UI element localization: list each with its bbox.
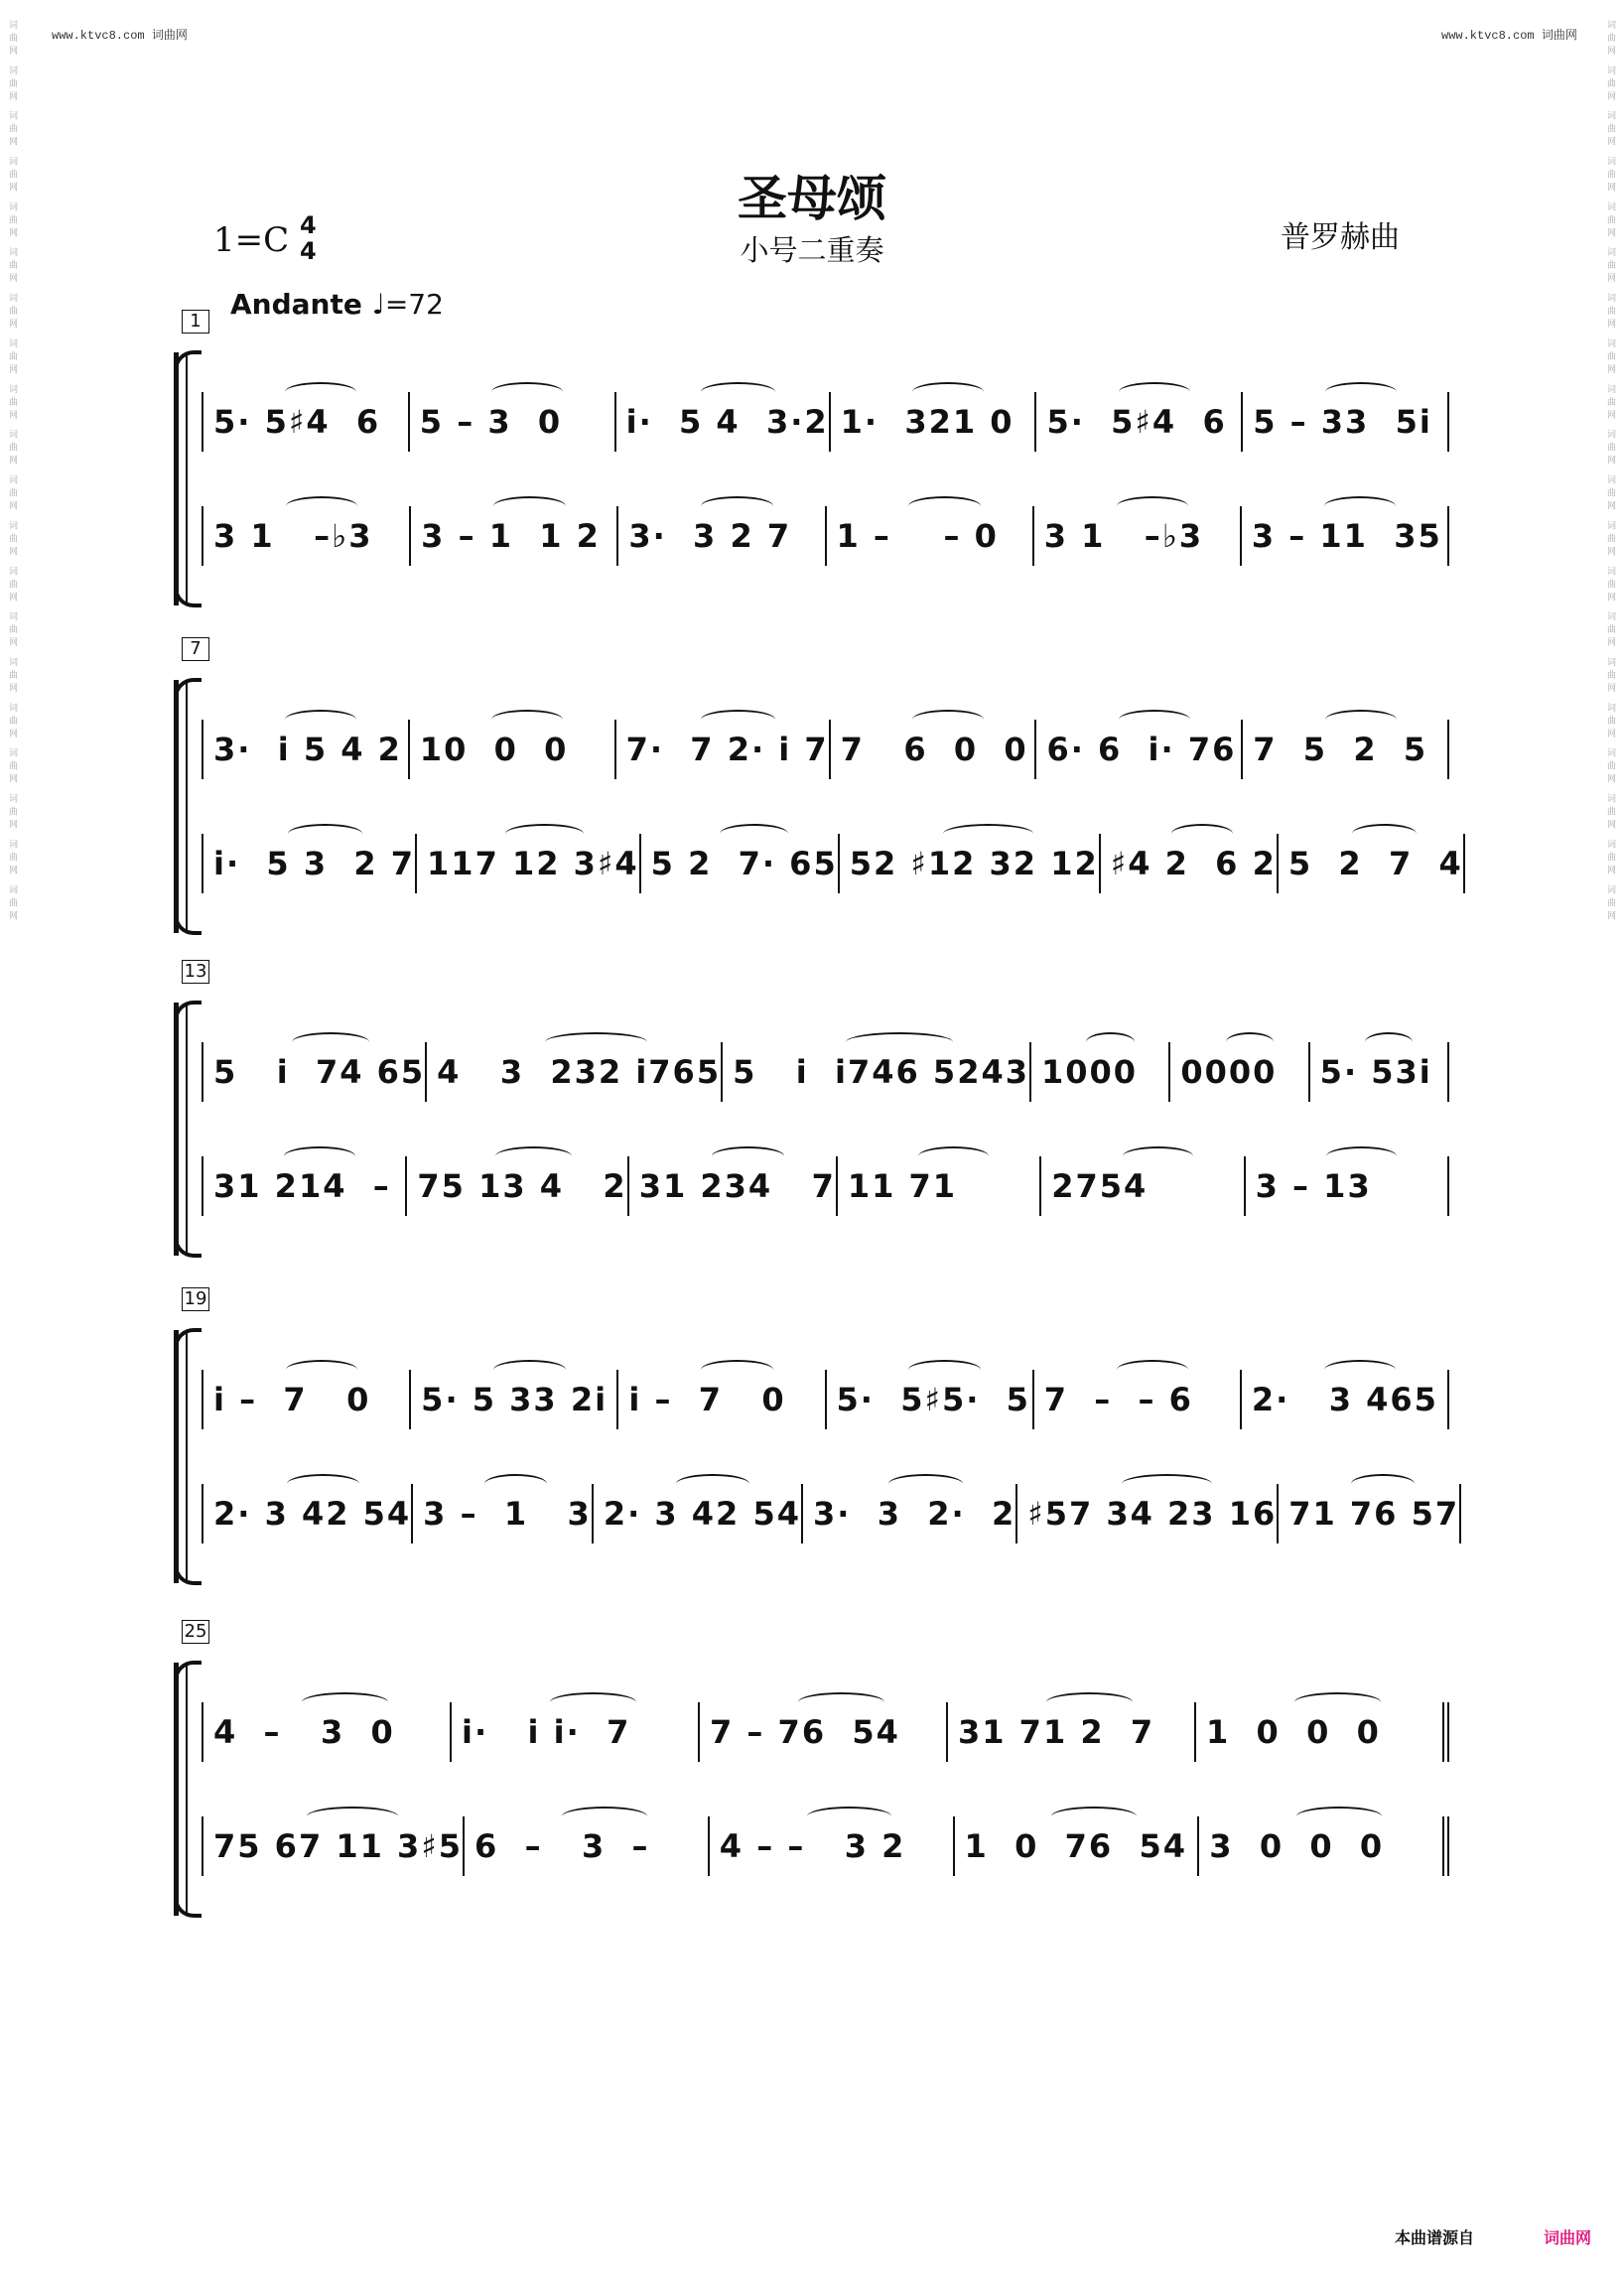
measure: 5· 5♯4 6 xyxy=(1036,392,1243,452)
slur xyxy=(287,1474,359,1494)
measure: 71 76 57 xyxy=(1279,1484,1461,1543)
score-system xyxy=(174,352,1449,605)
slur xyxy=(798,1692,884,1712)
measure: 3 – 1 1 2 xyxy=(411,506,618,566)
measure: 3 – 1 3 xyxy=(413,1484,594,1543)
trumpet-2-staff xyxy=(202,1156,1449,1216)
measure: 52 ♯12 32 12 xyxy=(840,834,1101,893)
slur xyxy=(1117,496,1189,516)
measure: 3· 3 2 7 xyxy=(618,506,826,566)
slur xyxy=(676,1474,748,1494)
slur xyxy=(908,1360,981,1380)
measure: 6 – 3 – xyxy=(465,1816,710,1876)
key-signature: 1=C xyxy=(213,220,290,260)
measure: 75 67 11 3♯5 xyxy=(202,1816,465,1876)
system-brace xyxy=(174,1330,185,1583)
measure: 0000 xyxy=(1170,1042,1309,1102)
slur xyxy=(888,1474,963,1494)
trumpet-1-staff xyxy=(202,1042,1449,1102)
slur xyxy=(1119,382,1190,402)
slur xyxy=(307,1807,397,1826)
slur xyxy=(491,382,563,402)
tempo-value: =72 xyxy=(384,288,444,321)
slur xyxy=(908,496,981,516)
slur xyxy=(1123,1146,1193,1166)
slur xyxy=(1086,1032,1134,1052)
slur xyxy=(493,1360,566,1380)
measure: 3 0 0 0 xyxy=(1199,1816,1449,1876)
measure: 31 71 2 7 xyxy=(948,1702,1196,1762)
measure: 2· 3 42 54 xyxy=(202,1484,413,1543)
slur xyxy=(285,382,356,402)
slur xyxy=(1325,710,1397,730)
system-brace xyxy=(186,680,188,933)
measure: i – 7 0 xyxy=(618,1370,826,1429)
slur xyxy=(846,1032,953,1052)
slur xyxy=(1326,1146,1397,1166)
slur xyxy=(286,1360,358,1380)
slur xyxy=(918,1146,989,1166)
measure: i· 5 4 3·2 xyxy=(616,392,831,452)
slur xyxy=(701,1360,773,1380)
tempo-marking xyxy=(230,288,444,321)
slur xyxy=(495,1146,572,1166)
slur xyxy=(1352,824,1417,844)
meter-bottom: 4 xyxy=(300,237,317,265)
measure: 5· 5♯5· 5 xyxy=(827,1370,1034,1429)
quarter-note-icon: ♩ xyxy=(371,288,385,321)
footer-source-label: 本曲谱源自 xyxy=(1395,2228,1475,2247)
measure: 5· 53i xyxy=(1310,1042,1449,1102)
watermark-right: www.ktvc8.com 词曲网 xyxy=(1441,29,1577,43)
trumpet-2-staff xyxy=(202,834,1463,893)
slur xyxy=(1296,1807,1382,1826)
measure: ♯57 34 23 16 xyxy=(1017,1484,1279,1543)
measure: 5· 5 33 2i xyxy=(411,1370,618,1429)
measure: 4 – 3 0 xyxy=(202,1702,452,1762)
measure: 1000 xyxy=(1031,1042,1170,1102)
trumpet-1-staff xyxy=(202,1702,1449,1762)
slur xyxy=(1294,1692,1381,1712)
slur xyxy=(1365,1032,1413,1052)
slur xyxy=(1117,1360,1189,1380)
measure: 6· 6 i· 76 xyxy=(1036,720,1243,779)
measure: 7· 7 2· i 7 xyxy=(616,720,831,779)
trumpet-1-staff xyxy=(202,392,1449,452)
measure-number: 1 xyxy=(182,310,209,334)
slur xyxy=(562,1807,647,1826)
slur xyxy=(701,382,775,402)
measure: 5 i i746 5243 xyxy=(723,1042,1031,1102)
system-brace xyxy=(186,1330,188,1583)
system-brace xyxy=(174,1003,185,1256)
tempo-word: Andante xyxy=(230,288,362,321)
measure-number: 13 xyxy=(182,960,209,984)
slur xyxy=(1324,1360,1397,1380)
measure: 2754 xyxy=(1041,1156,1245,1216)
slur xyxy=(292,1032,369,1052)
measure: i· 5 3 2 7 xyxy=(202,834,417,893)
watermark-left: www.ktvc8.com 词曲网 xyxy=(52,29,188,43)
measure: 4 3 232 i765 xyxy=(427,1042,723,1102)
measure: 5 2 7 4 xyxy=(1279,834,1465,893)
score-system xyxy=(174,680,1463,933)
side-watermark-right: 词曲网 词曲网 词曲网 词曲网 词曲网 词曲网 词曲网 词曲网 词曲网 词曲网 词曲网 词曲网 词曲网 词曲网 词曲网 词曲网 词曲网 词曲网 词曲网 词曲网 xyxy=(1605,20,1615,924)
measure-number: 19 xyxy=(182,1287,209,1311)
slur xyxy=(550,1692,636,1712)
slur xyxy=(1122,1474,1212,1494)
slur xyxy=(284,1146,354,1166)
slur xyxy=(288,824,362,844)
measure: 75 13 4 2 xyxy=(407,1156,628,1216)
score-system xyxy=(174,1330,1460,1583)
slur xyxy=(1051,1807,1137,1826)
trumpet-2-staff xyxy=(202,506,1449,566)
measure: ♯4 2 6 2 xyxy=(1101,834,1279,893)
measure: 3 1 –♭3 xyxy=(202,506,411,566)
measure: 5 2 7· 65 xyxy=(641,834,840,893)
slur xyxy=(1046,1692,1133,1712)
slur xyxy=(912,710,984,730)
time-signature xyxy=(300,212,317,264)
measure: 31 214 – xyxy=(202,1156,407,1216)
slur xyxy=(484,1474,547,1494)
system-brace xyxy=(174,1663,185,1916)
measure: 4 – – 3 2 xyxy=(710,1816,955,1876)
measure: 1 0 76 54 xyxy=(955,1816,1200,1876)
measure: 1 – – 0 xyxy=(827,506,1034,566)
measure: 7 6 0 0 xyxy=(831,720,1037,779)
measure: 1 0 0 0 xyxy=(1196,1702,1449,1762)
slur xyxy=(712,1146,784,1166)
measure: 7 5 2 5 xyxy=(1243,720,1449,779)
measure: 7 – – 6 xyxy=(1034,1370,1242,1429)
trumpet-2-staff xyxy=(202,1484,1460,1543)
system-brace xyxy=(174,680,185,933)
system-brace xyxy=(186,1003,188,1256)
measure: 5· 5♯4 6 xyxy=(202,392,410,452)
score-title: 圣母颂 xyxy=(738,170,886,227)
slur xyxy=(493,496,566,516)
slur xyxy=(545,1032,648,1052)
measure: 5 i 74 65 xyxy=(202,1042,427,1102)
measure: 3 – 11 35 xyxy=(1242,506,1449,566)
score-subtitle: 小号二重奏 xyxy=(740,233,884,267)
meter-top: 4 xyxy=(300,211,317,239)
measure: 3· i 5 4 2 xyxy=(202,720,410,779)
measure: 31 234 7 xyxy=(629,1156,838,1216)
measure: 117 12 3♯4 xyxy=(417,834,641,893)
slur xyxy=(912,382,984,402)
slur xyxy=(1119,710,1190,730)
slur xyxy=(1226,1032,1274,1052)
measure: 2· 3 465 xyxy=(1242,1370,1449,1429)
slur xyxy=(505,824,583,844)
slur xyxy=(701,710,775,730)
slur xyxy=(720,824,788,844)
system-brace xyxy=(174,352,185,605)
trumpet-1-staff xyxy=(202,720,1449,779)
measure: 3 1 –♭3 xyxy=(1034,506,1242,566)
slur xyxy=(286,496,358,516)
composer: 普罗赫曲 xyxy=(1281,220,1400,255)
measure-number: 25 xyxy=(182,1620,209,1644)
slur xyxy=(491,710,563,730)
slur xyxy=(285,710,356,730)
measure: i – 7 0 xyxy=(202,1370,411,1429)
measure: 2· 3 42 54 xyxy=(594,1484,803,1543)
system-brace xyxy=(186,352,188,605)
slur xyxy=(1171,824,1233,844)
measure: 10 0 0 xyxy=(410,720,616,779)
slur xyxy=(807,1807,892,1826)
measure: 5 – 3 0 xyxy=(410,392,616,452)
measure-number: 7 xyxy=(182,637,209,661)
measure: 5 – 33 5i xyxy=(1243,392,1449,452)
slur xyxy=(1351,1474,1415,1494)
measure: 3· 3 2· 2 xyxy=(803,1484,1017,1543)
side-watermark-left: 词曲网 词曲网 词曲网 词曲网 词曲网 词曲网 词曲网 词曲网 词曲网 词曲网 词曲网 词曲网 词曲网 词曲网 词曲网 词曲网 词曲网 词曲网 词曲网 词曲网 xyxy=(7,20,17,924)
trumpet-2-staff xyxy=(202,1816,1449,1876)
system-brace xyxy=(186,1663,188,1916)
measure: 11 71 xyxy=(838,1156,1041,1216)
score-system xyxy=(174,1663,1449,1916)
measure: 1· 321 0 xyxy=(831,392,1037,452)
measure: 3 – 13 xyxy=(1246,1156,1449,1216)
score-system xyxy=(174,1003,1449,1256)
slur xyxy=(1324,496,1397,516)
measure: 7 – 76 54 xyxy=(700,1702,948,1762)
trumpet-1-staff xyxy=(202,1370,1449,1429)
slur xyxy=(701,496,773,516)
footer-source-site[interactable]: 词曲网 xyxy=(1544,2228,1592,2247)
slur xyxy=(302,1692,388,1712)
measure: i· i i· 7 xyxy=(452,1702,700,1762)
slur xyxy=(943,824,1033,844)
slur xyxy=(1325,382,1397,402)
